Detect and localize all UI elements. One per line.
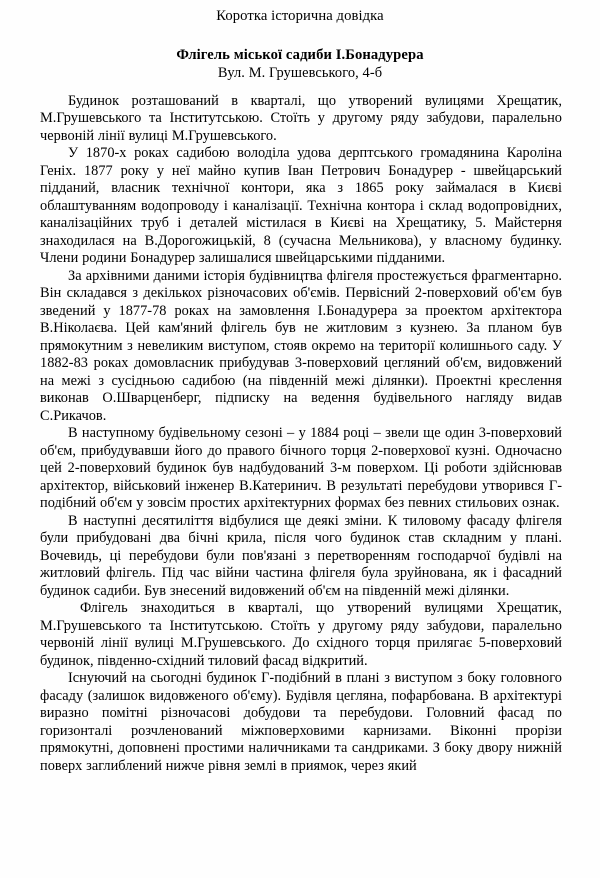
paragraph: В наступному будівельному сезоні – у 1884 році – звели ще один 3-поверховий об'єм, прибудувавши його до правого бічного торця 2-поверхової кузні. Одночасно цей 2-поверховий будинок був надбудований 3-м поверхом. Ці роботи здійснював архітектор, військовий інженер В.Катеринич. В результаті перебудови утворився Г-подібний об'єм у зовсім простих архітектурних формах без певних стильових ознак. bbox=[40, 425, 562, 511]
document-body bbox=[0, 93, 600, 776]
building-address: Вул. М. Грушевського, 4-б bbox=[217, 64, 383, 81]
paragraph: В наступні десятиліття відбулися ще деякі зміни. К тиловому фасаду флігеля були прибудовані два бічні крила, після чого будинок став складним у плані. Вочевидь, ці перебудови були пов'язані з перетворенням господарчої будівлі на житловий флігель. Під час війни частина флігеля була зруйнована, як і фасадний будинок садиби. Був знесений видовжений об'єм на південній межі ділянки. bbox=[40, 512, 562, 599]
building-name-heading: Флігель міської садиби І.Бонадурера bbox=[176, 46, 424, 63]
subtitle-block bbox=[0, 46, 600, 82]
paragraph: Існуючий на сьогодні будинок Г-подібний в плані з виступом з боку головного фасаду (залишок видовженого об'єму). Будівля цегляна, пофарбована. В архітектурі виразно помітні різночасові добудови та перебудови. Головний фасад по горизонталі розчленований міжповерховими карнизами. Віконні прорізи прямокутні, доповнені простими наличниками та сандриками. З боку двору нижній поверх заглиблений нижче рівня землі в приямок, через який bbox=[40, 670, 562, 774]
paragraph: За архівними даними історія будівництва флігеля простежується фрагментарно. Він складався з декількох різночасових об'ємів. Первісний 2-поверховий об'єм був зведений у 1877-78 роках на замовлення І.Бонадурера за проектом архітектора В.Ніколаєва. Цей кам'яний флігель був не житловим з кузнею. За планом був прямокутним з невеликим виступом, стояв окремо на території колишнього саду. У 1882-83 роках домовласник прибудував 3-поверховий цегляний об'єм, видовжений на межі з сусідньою садибою (на південній межі ділянки). Проектні креслення виконав О.Шварценберг, підписку на ведення будівельного нагляду видав С.Рикачов. bbox=[40, 267, 562, 424]
paragraph: Будинок розташований в кварталі, що утворений вулицями Хрещатик, М.Грушевського та Інститутською. Стоїть у другому ряду забудови, паралельно червоній лінії вулиці М.Грушевського. bbox=[40, 92, 562, 144]
paragraph: У 1870-х роках садибою володіла удова дерптського громадянина Кароліна Геніх. 1877 року у неї майно купив Іван Петрович Бонадурер - швейцарський підданий, власник технічної контори, яка з 1865 року займалася в Києві облаштуванням водопроводу і каналізації. Технічна контора і склад водопровідних, каналізаційних труб і деталей містилася в Києві на Хрещатику, 5. Майстерня знаходилася на В.Дорогожицькій, 8 (сучасна Мельникова), у власному будинку. Члени родини Бонадурер залишалися швейцарськими підданими. bbox=[40, 145, 562, 266]
paragraph: Флігель знаходиться в кварталі, що утворений вулицями Хрещатик, М.Грушевського та Інститутською. Стоїть у другому ряду забудови, паралельно червоній лінії вулиці М.Грушевського. До східного торця прилягає 5-поверховий будинок, південно-східний тиловий фасад відкритий. bbox=[40, 600, 562, 669]
page-title: Коротка історична довідка bbox=[216, 8, 384, 24]
